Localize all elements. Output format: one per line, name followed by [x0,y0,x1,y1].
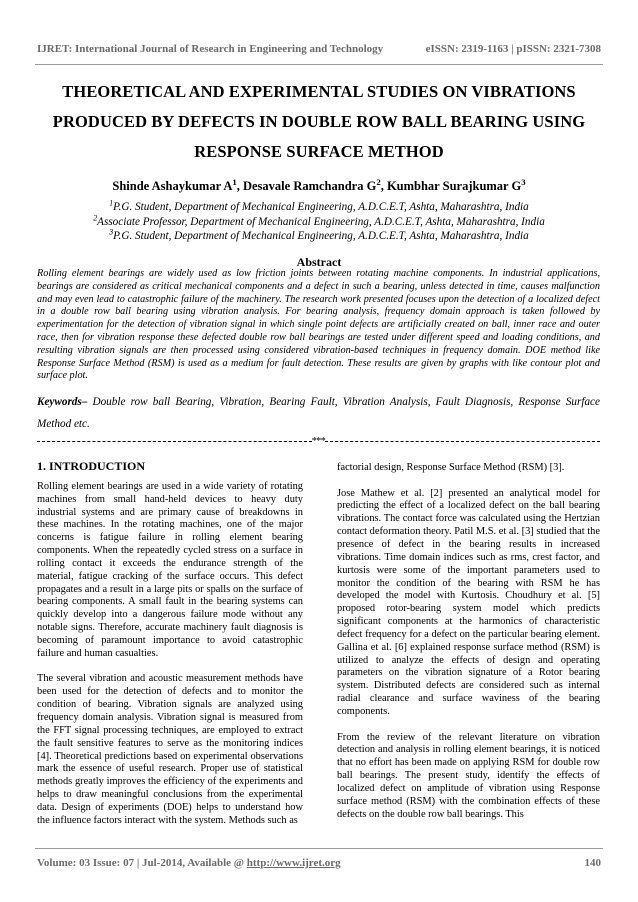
title-line: PRODUCED BY DEFECTS IN DOUBLE ROW BALL BEARING USING [52,112,586,131]
affil-text: P.G. Student, Department of Mechanical Engineering, A.D.C.E.T, Ashta, Maharashtra, India [113,230,529,242]
separator-dash-left [37,441,312,442]
footer-rule [35,848,603,849]
affiliation [30,229,608,244]
issn: eISSN: 2319-1163 | pISSN: 2321-7308 [425,43,601,55]
author-sep: , [380,179,387,193]
author-sup: 3 [521,176,526,187]
section-separator [37,436,600,447]
right-column [337,462,600,834]
affiliations [30,200,608,244]
running-header [37,43,601,55]
author-name: Shinde Ashaykumar A [112,179,233,193]
keywords-label: Keywords– [37,396,88,408]
running-footer [37,857,601,869]
author-list [30,176,608,194]
keywords-text: Double row ball Bearing, Vibration, Bearing Fault, Vibration Analysis, Fault Diagnosis, Response Surface Method etc. [37,396,600,430]
author-sup: 1 [232,176,237,187]
affil-text: Associate Professor, Department of Mechanical Engineering, A.D.C.E.T, Ashta, Maharashtra, India [97,215,545,228]
page-number: 140 [584,857,601,869]
title-line: THEORETICAL AND EXPERIMENTAL STUDIES ON VIBRATIONS [62,82,576,101]
paragraph: Rolling element bearings are used in a wide variety of rotating machines from small hand-held devices to heavy duty industrial systems and are primary cause of breakdowns in these machines. In the rotating machines, one of the major concerns is fatigue failure in rolling element bearing components. When the repeatedly cycled stress on a surface in rolling contact it exceeds the endurance strength of the material, fatigue cracking of the surface occurs. This defect propagates and a result in a large pits or spalls on the surface of bearing components. A small fault in the bearing systems can quickly develop into a dangerous failure mode without any notable signs. Therefore, accurate machinery fault diagnosis is becoming of paramount importance to avoid catastrophic failure and human casualties. [37,480,303,659]
paragraph: The several vibration and acoustic measurement methods have been used for the detection of defects and to monitor the condition of bearing. Vibration signals are analyzed using frequency domain analysis. Vibration signal is measured from the FFT signal processing techniques, are employed to extract the fault sensitive features to serve as the monitoring indices [4]. Theoretical predictions based on experimental observations mark the essence of useful research. Proper use of statistical methods greatly improves the efficiency of the experiments and helps to draw meaningful conclusions from the experimental data. Design of experiments (DOE) helps to understand how the influence factors interact with the system. Methods such as [37,673,303,826]
author-name: Kumbhar Surajkumar G [386,179,522,193]
left-column [37,460,303,840]
affil-sup: 2 [93,212,98,222]
separator-stars: *** [311,436,326,447]
affil-sup: 3 [109,227,114,237]
affiliation [30,200,608,215]
separator-dash-right [325,441,600,442]
paper-title [30,77,608,167]
keywords [37,391,600,435]
journal-link[interactable]: http://www.ijret.org [246,857,341,869]
journal-name: IJRET: International Journal of Research in Engineering and Technology [37,43,384,55]
abstract-heading: Abstract [296,255,342,269]
author-name: Desavale Ramchandra G [242,179,377,193]
section-heading: 1. INTRODUCTION [37,459,146,473]
abstract-text: Rolling element bearings are widely used as low friction joints between rotating machine components. In industrial applications, bearings are considered as critical mechanical components and a defect in such a bearing, unless detected in time, causes malfunction and may even lead to catastrophic failure of the machinery. The research work presented focuses upon the detection of a localized defect in a double row ball bearing using vibration analysis. For bearing analysis, frequency domain approach is taken followed by experimentation for the detection of vibration signal in which single point defects are artificially created on ball, inner race and outer race, then for vibration response these defected double row ball bearings are tested under different speed and loading conditions, and resulting vibration signals are then processed using considered vibration-based techniques in frequency domain. DOE method like Response Surface Method (RSM) is used as a medium for fault detection. These results are given by graphs with like contour plot and surface plot. [37,268,600,382]
paragraph: From the review of the relevant literature on vibration detection and analysis in rolling element bearings, it is noticed that no effort has been made on applying RSM for double row ball bearings. The present study, identify the effects of localized defect on amplitude of vibration using Response surface method (RSM) with the combination effects of these defects on the double row ball bearings. This [337,731,600,820]
paragraph: Jose Mathew et al. [2] presented an analytical model for predicting the effect of a localized defect on the ball bearing vibrations. The contact force was calculated using the Hertzian contact deformation theory. Patil M.S. et al. [3] studied that the presence of defect in the bearing results in increased vibrations. Time domain indices such as rms, crest factor, and kurtosis were some of the important parameters used to monitor the condition of the bearing with RSM he has developed the model with Kurtosis. Choudhury et al. [5] proposed rotor-bearing system model which predicts significant components at the harmonics of characteristic defect frequency for a defect on the particular bearing element. Gallina et al. [6] explained response surface method (RSM) is utilized to analyze the effects of design and operating parameters on the vibration signature of a Rotor bearing system. Distributed defects are considered such as internal radial clearance and surface waviness of the bearing components. [337,487,600,717]
affil-sup: 1 [109,198,114,208]
affiliation [30,212,608,230]
title-line: RESPONSE SURFACE METHOD [194,142,444,161]
volume-text: Volume: 03 Issue: 07 | Jul-2014, Available @ [37,857,247,869]
author-sup: 2 [376,176,381,187]
affil-text: P.G. Student, Department of Mechanical Engineering, A.D.C.E.T, Ashta, Maharashtra, India [113,201,529,213]
author-sep: , [236,179,243,193]
header-rule [35,64,603,65]
paragraph: factorial design, Response Surface Method (RSM) [3]. [337,462,565,473]
volume-info [37,857,341,869]
